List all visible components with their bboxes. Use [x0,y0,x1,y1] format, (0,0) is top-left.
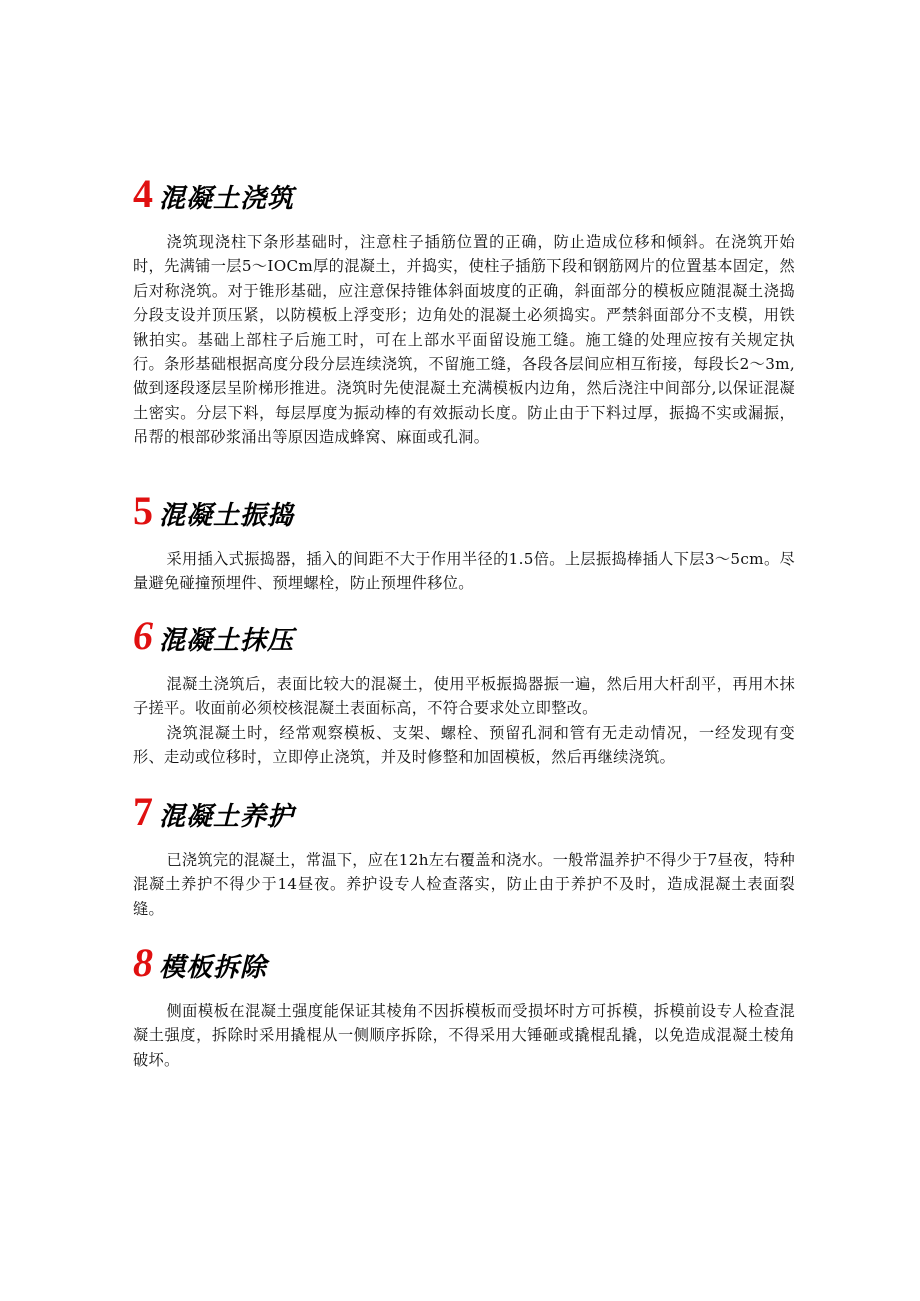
section-heading [133,941,795,989]
section-title: 模板拆除 [159,953,268,983]
section-title: 混凝土抹压 [159,626,295,656]
section-8 [133,941,795,1072]
section-number: 8 [133,940,153,985]
section-heading [133,172,795,220]
paragraph: 已浇筑完的混凝土，常温下，应在12h左右覆盖和浇水。一般常温养护不得少于7昼夜，特种混凝土养护不得少于14昼夜。养护设专人检查落实，防止由于养护不及时，造成混凝土表面裂缝。 [133,851,795,918]
section-6 [133,614,795,770]
section-body [133,848,795,921]
section-heading [133,489,795,537]
paragraph: 采用插入式振捣器，插入的间距不大于作用半径的1.5倍。上层振捣棒插人下层3～5cm。尽量避免碰撞预埋件、预埋螺栓，防止预埋件移位。 [133,550,795,593]
paragraph: 混凝土浇筑后，表面比较大的混凝土，使用平板振捣器振一遍，然后用大杆刮平，再用木抹子搓平。收面前必须校核混凝土表面标高，不符合要求处立即整改。 [133,675,795,718]
section-title: 混凝土浇筑 [159,184,295,214]
section-body [133,999,795,1072]
section-number: 6 [133,613,153,658]
section-7 [133,790,795,921]
section-4 [133,172,795,450]
section-number: 7 [133,789,153,834]
section-title: 混凝土振捣 [159,501,295,531]
paragraph: 侧面模板在混凝土强度能保证其棱角不因拆模板而受损坏时方可拆模，拆模前设专人检查混凝土强度，拆除时采用撬棍从一侧顺序拆除，不得采用大锤砸或撬棍乱撬，以免造成混凝土棱角破坏。 [133,1002,795,1069]
section-title: 混凝土养护 [159,802,295,832]
section-5 [133,489,795,596]
section-number: 4 [133,171,153,216]
section-body [133,547,795,596]
paragraph: 浇筑现浇柱下条形基础时，注意柱子插筋位置的正确，防止造成位移和倾斜。在浇筑开始时，先满铺一层5～IOCm厚的混凝土，并捣实，使柱子插筋下段和钢筋网片的位置基本固定，然后对称浇筑。对于锥形基础，应注意保持锥体斜面坡度的正确，斜面部分的模板应随混凝土浇捣分段支设并顶压紧，以防模板上浮变形；边角处的混凝土必须捣实。严禁斜面部分不支模，用铁锹拍实。基础上部柱子后施工时，可在上部水平面留设施工缝。施工缝的处理应按有关规定执行。条形基础根据高度分段分层连续浇筑，不留施工缝，各段各层间应相互衔接，每段长2～3m,做到逐段逐层呈阶梯形推进。浇筑时先使混凝土充满模板内边角，然后浇注中间部分,以保证混凝土密实。分层下料，每层厚度为振动棒的有效振动长度。防止由于下料过厚，振捣不实或漏振，吊帮的根部砂浆涌出等原因造成蜂窝、麻面或孔洞。 [133,233,795,447]
section-number: 5 [133,488,153,533]
section-body [133,230,795,450]
section-heading [133,790,795,838]
section-heading [133,614,795,662]
section-body [133,672,795,770]
paragraph: 浇筑混凝土时，经常观察模板、支架、螺栓、预留孔洞和管有无走动情况，一经发现有变形、走动或位移时，立即停止浇筑，并及时修整和加固模板，然后再继续浇筑。 [133,723,795,767]
